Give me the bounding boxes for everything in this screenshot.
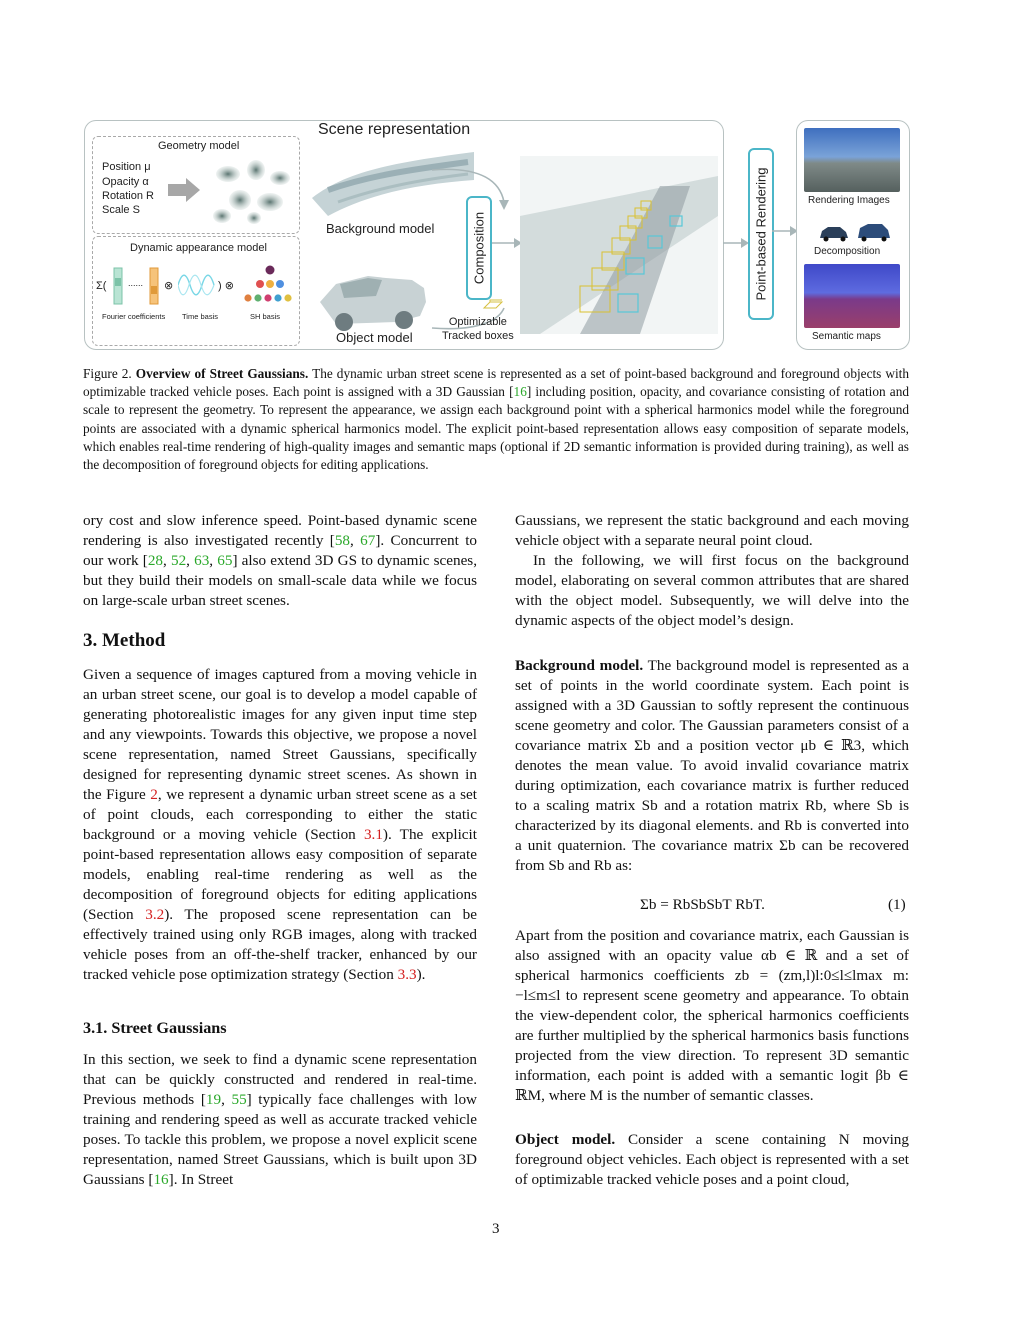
caption-text-b: ] including position, opacity, and covariance consisting of rotation and scale to represent the geometry. To represent the appearance, we assign each background point with a spherical harmonics model while the foreground points are associated with a dynamic spherical harmonics model. The explicit point-based representation allows easy composition of separate models, which enables real-time rendering of high-quality images and semantic maps (optional if 2D semantic information is provided during training), as well as the decomposition of foreground objects for editing applications. [83, 384, 909, 473]
paragraph: Apart from the position and covariance matrix, each Gaussian is also assigned with an opacity value αb ∈ ℝ and a set of spherical harmonics coefficients zb = (zm,l)l:0≤l≤lmax m:−l≤m≤l to represent scene geometry and appearance. To obtain the view-dependent color, the spherical harmonics coefficients are further multiplied by the spherical harmonics basis functions projected from the view direction. To represent 3D semantic information, each point is added with a semantic logit βb ∈ ℝM, where M is the number of semantic classes. [515, 927, 909, 1104]
time-basis-icon [178, 272, 218, 298]
ellipsis-label: ...... [128, 278, 144, 288]
background-model-paragraph [515, 656, 909, 876]
left-column-top [83, 511, 477, 611]
citation-link[interactable]: 67 [360, 532, 376, 549]
otimes-label-1: ⊗ [164, 280, 174, 292]
text: ). The explicit point-based representation allows easy composition of separate models, enabling real-time rendering as well as the decomposition of foreground objects for editing applications (Section [83, 826, 477, 923]
section-ref-link[interactable]: 3.3 [397, 966, 417, 983]
citation-link[interactable]: 16 [513, 384, 527, 400]
geometry-model-title: Geometry model [158, 140, 240, 152]
text: , we represent a dynamic urban street scene as a set of point clouds, each corresponding to either the static background or a moving vehicle (Section [83, 786, 477, 843]
equation: Σb = RbSbSbT RbT. [640, 896, 765, 913]
paragraph [83, 665, 477, 985]
semantic-map-image [804, 264, 900, 328]
right-column-top [515, 511, 909, 631]
text: Given a sequence of images captured from a moving vehicle in an urban street scene, our goal is to develop a model capable of generating photorealistic images for any given input time step and any viewpoints. Towards this objective, we propose a novel scene representation, named Street Gaussians, specifically designed for representing dynamic street scenes. As shown in the Figure [83, 666, 477, 803]
section-heading: 3. Method [83, 630, 166, 651]
rendering-output-arrow [772, 224, 798, 238]
time-basis-label: Time basis [182, 312, 218, 321]
sigma-open-label: Σ( [96, 280, 107, 292]
point-based-rendering-block [748, 148, 774, 320]
citation-link[interactable]: 28 [147, 552, 164, 569]
tracked-boxes-label: Optimizable Tracked boxes [442, 316, 514, 342]
text: ]. In Street [168, 1171, 234, 1188]
section-ref-link[interactable]: 3.1 [363, 826, 383, 843]
tracked-box-icon [482, 298, 506, 312]
object-model-label: Object model [336, 330, 413, 345]
subsection-heading: 3.1. Street Gaussians [83, 1019, 227, 1037]
paragraph [515, 1130, 909, 1190]
text: The background model is represented as a set of points in the world coordinate system. Each point is assigned with a 3D Gaussian to softly represent the continuous scene geometry and color. The Gaussian parameters consist of a covariance matrix Σb and a position vector μb ∈ ℝ3, which denotes the mean value. To avoid invalid covariance matrix during optimization, each covariance matrix is further reduced to a scaling matrix Sb and a rotation matrix Rb, where Sb is characterized by its diagonal elements. and Rb is converted into a unit quaternion. The covariance matrix Σb can be recovered from Sb and Rb as: [515, 657, 909, 874]
background-model-label: Background model [326, 221, 435, 236]
citation-link[interactable]: 58 [334, 532, 351, 549]
rendering-image [804, 128, 900, 192]
paragraph: In this section, we seek to find a dynamic scene representation that can be quickly constructed and rendered in real-time. Previous methods [19, 55] typically face challenges with low training and rendering speed as well as accurate tracked vehicle poses. To tackle this problem, we propose a novel explicit scene representation, named Street Gaussians, which is built upon 3D Gaussians [16]. In Street [83, 1051, 478, 1188]
sh-basis-label: SH basis [250, 312, 281, 321]
citation-link[interactable]: 16 [153, 1171, 169, 1188]
citation-link[interactable]: 63 [194, 552, 210, 569]
left-column-method [83, 665, 477, 985]
text: , [350, 532, 361, 549]
citation-link[interactable]: 52 [170, 552, 187, 569]
paragraph [515, 656, 909, 876]
left-column-street-gaussians [83, 1050, 477, 1190]
page-number: 3 [492, 1221, 500, 1237]
composition-output-arrow [492, 236, 522, 250]
text: Consider a scene containing N moving foreground object vehicles. Each object is represented with a set of optimizable tracked vehicle poses and a point cloud, [515, 1131, 909, 1188]
caption-title: Overview of Street Gaussians. [135, 366, 309, 381]
composition-block [466, 196, 492, 300]
text: In this section, we seek to find a dynamic scene representation that can be quickly constructed and rendered in real-time. Previous methods [ [83, 1051, 477, 1108]
paragraph-heading: Background model. [515, 657, 644, 674]
point-based-rendering-label: Point-based Rendering [753, 167, 769, 301]
paragraph: In the following, we will first focus on the background model, elaborating on several common attributes that are shared with the object model. Subsequently, we will delve into the dynamic aspects of the object model’s design. [515, 552, 909, 629]
gaussian-blobs-icon [210, 158, 294, 226]
paragraph: Gaussians, we represent the static background and each moving vehicle object with a separate neural point cloud. [515, 512, 909, 549]
otimes-close-label: ) ⊗ [218, 280, 234, 292]
figure-ref-link[interactable]: 2 [150, 786, 158, 803]
decomposition-cars-icon [818, 222, 892, 242]
geometry-param-scale: Scale S [102, 204, 140, 216]
arrow-icon [168, 178, 202, 202]
text: ). The proposed scene representation can be effectively trained using only RGB images, along with tracked vehicle poses from an off-the-shelf tracker, enhanced by our tracked vehicle pose optimization strategy (Section [83, 906, 478, 983]
rendering-input-arrow [723, 236, 749, 250]
rendering-images-label: Rendering Images [808, 195, 890, 206]
text: ]. Concurrent to our work [ [83, 532, 478, 569]
composed-scene-image [520, 156, 718, 334]
sh-basis-icon [242, 264, 298, 308]
citation-link[interactable]: 19 [205, 1091, 222, 1108]
scene-representation-title: Scene representation [318, 121, 471, 138]
section-ref-link[interactable]: 3.2 [145, 906, 165, 923]
text: ] typically face challenges with low training and rendering speed as well as accurate tracked vehicle poses. To tackle this problem, we propose a novel explicit scene representation, named Street Gaussians, which is built upon 3D Gaussians [ [83, 1091, 478, 1188]
semantic-maps-label: Semantic maps [812, 331, 881, 342]
caption-label: Figure 2. [83, 366, 132, 381]
object-model-paragraph [515, 1130, 909, 1190]
figure-caption [83, 365, 909, 474]
geometry-param-opacity: Opacity α [102, 176, 149, 188]
paragraph: ory cost and slow inference speed. Point-based dynamic scene rendering is also investigated recently [58, 67]. Concurrent to our work [28, 52, 63, 65] also extend 3D GS to dynamic scenes, but they build their models on small-scale data while we focus on large-scale urban street scenes. [83, 512, 478, 609]
dynamic-appearance-title: Dynamic appearance model [130, 242, 267, 254]
text: ] also extend 3D GS to dynamic scenes, but they build their models on small-scale data while we focus on large-scale urban street scenes. [83, 552, 478, 609]
citation-link[interactable]: 65 [217, 552, 233, 569]
composition-label: Composition [471, 211, 487, 285]
geometry-param-rotation: Rotation R [102, 190, 154, 202]
geometry-param-position: Position μ [102, 161, 151, 173]
right-column-appearance [515, 926, 909, 1106]
decomposition-label: Decomposition [814, 246, 881, 257]
caption-text-a: The dynamic urban street scene is represented as a set of point-based background and foreground objects with optimizable tracked vehicle poses. Each point is assigned with a 3D Gaussian [ [83, 366, 910, 400]
text: ory cost and slow inference speed. Point-based dynamic scene rendering is also investigated recently [ [83, 512, 477, 549]
text: ). [416, 966, 426, 983]
equation-number: (1) [888, 896, 906, 913]
paragraph-heading: Object model. [515, 1131, 616, 1148]
fourier-coefficients-label: Fourier coefficients [102, 312, 166, 321]
citation-link[interactable]: 55 [231, 1091, 247, 1108]
figure-2 [82, 118, 912, 358]
